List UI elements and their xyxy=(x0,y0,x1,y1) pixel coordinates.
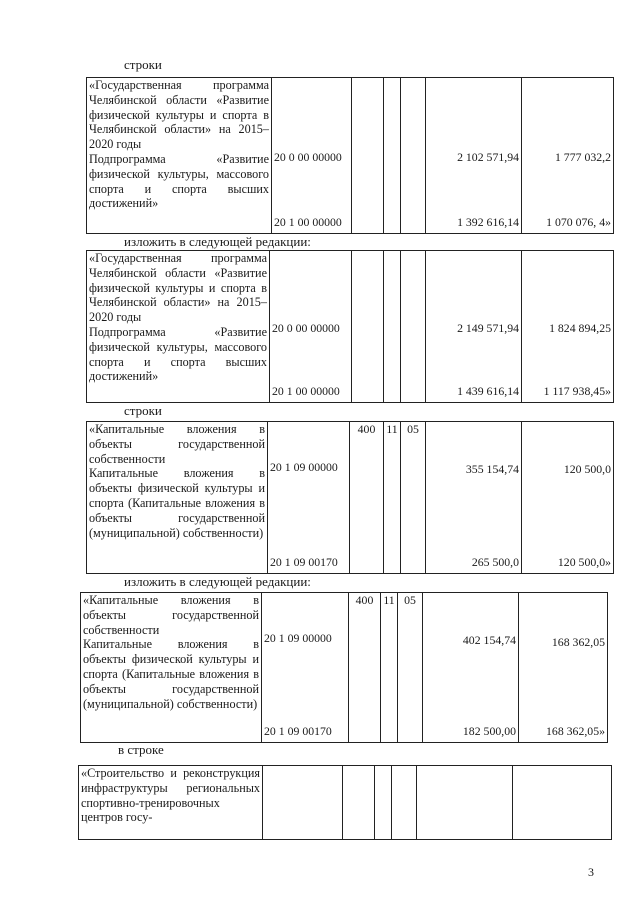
capital-investment-name: «Капитальные вложения в объекты государственной собственности xyxy=(83,593,259,637)
rz-cell xyxy=(384,251,401,403)
target-code: 20 1 00 00000 xyxy=(274,215,342,230)
budget-table-new-capital xyxy=(80,592,608,743)
pr-cell xyxy=(401,251,426,403)
amount-cell xyxy=(423,593,519,743)
row-description xyxy=(81,593,262,743)
target-code: 20 1 09 00170 xyxy=(264,724,332,739)
target-code: 20 1 09 00000 xyxy=(264,631,332,645)
target-code-cell xyxy=(268,422,350,574)
amount-cell xyxy=(522,251,614,403)
vr-cell xyxy=(352,78,384,234)
target-code-cell xyxy=(262,593,349,743)
row-description xyxy=(87,78,272,234)
target-code: 20 1 09 00170 xyxy=(270,555,338,570)
amount-value: 168 362,05 xyxy=(551,635,605,649)
pr-cell xyxy=(401,78,426,234)
capital-investment-name: «Капитальные вложения в объекты государственной собственности xyxy=(89,422,265,466)
label-stroki: строки xyxy=(124,403,162,418)
label-izlozhit: изложить в следующей редакции: xyxy=(124,234,311,249)
amount-value: 1 439 616,14 xyxy=(457,384,519,399)
subsection-code: 05 xyxy=(404,593,416,607)
vr-cell xyxy=(350,422,384,574)
label-v-stroke: в строке xyxy=(118,742,164,757)
amount-value: 120 500,0 xyxy=(563,462,611,476)
target-code: 20 1 09 00000 xyxy=(270,460,338,474)
pr-cell xyxy=(398,593,423,743)
pr-cell xyxy=(401,422,426,574)
amount-value: 265 500,0 xyxy=(471,555,519,570)
expense-type-code: 400 xyxy=(357,422,376,436)
expense-type-code: 400 xyxy=(355,593,374,607)
amount-cell xyxy=(426,78,522,234)
budget-table-old-program xyxy=(86,77,614,234)
amount-cell xyxy=(426,422,522,574)
amount-value: 2 102 571,94 xyxy=(457,150,519,164)
subprogram-name: Подпрограмма «Развитие физической культуры, массового спорта и спорта высших достижений» xyxy=(89,324,267,384)
vr-cell xyxy=(349,593,381,743)
subprogram-name: Подпрограмма «Развитие физической культуры, массового спорта и спорта высших достижений» xyxy=(89,151,269,211)
row-description xyxy=(87,251,270,403)
section-code: 11 xyxy=(383,593,395,607)
budget-table-old-capital xyxy=(86,421,614,574)
rz-cell xyxy=(384,78,401,234)
rz-cell xyxy=(381,593,398,743)
amount-value: 1 392 616,14 xyxy=(457,215,519,230)
pr-cell xyxy=(392,766,417,840)
budget-table-new-program xyxy=(86,250,614,403)
amount-cell xyxy=(513,766,612,840)
amount-cell xyxy=(519,593,608,743)
target-code: 20 0 00 00000 xyxy=(272,321,340,335)
amount-cell xyxy=(426,251,522,403)
amount-value: 1 117 938,45» xyxy=(543,384,611,399)
label-izlozhit: изложить в следующей редакции: xyxy=(124,574,311,589)
construction-name: «Строительство и реконструкция инфраструктуры региональных спортивно-тренировочных центров госу- xyxy=(81,766,260,825)
program-name: «Государственная программа Челябинской области «Развитие физической культуры и спорта в Челябинской области» на 2015–2020 годы xyxy=(89,251,267,325)
amount-cell xyxy=(522,422,614,574)
amount-value: 402 154,74 xyxy=(462,633,516,647)
rz-cell xyxy=(375,766,392,840)
vr-cell xyxy=(343,766,375,840)
amount-value: 120 500,0» xyxy=(557,555,611,570)
target-code: 20 1 00 00000 xyxy=(272,384,340,399)
rz-cell xyxy=(384,422,401,574)
page-number: 3 xyxy=(588,865,594,879)
amount-value: 2 149 571,94 xyxy=(457,321,519,335)
amount-cell xyxy=(522,78,614,234)
amount-value: 182 500,00 xyxy=(462,724,516,739)
target-code-cell xyxy=(272,78,352,234)
program-name: «Государственная программа Челябинской области «Развитие физической культуры и спорта в Челябинской области» на 2015–2020 годы xyxy=(89,78,269,152)
capital-investment-detail: Капитальные вложения в объекты физической культуры и спорта (Капитальные вложения в объекты государственной (муниципальной) собственности) xyxy=(83,637,259,711)
target-code: 20 0 00 00000 xyxy=(274,150,342,164)
capital-investment-detail: Капитальные вложения в объекты физической культуры и спорта (Капитальные вложения в объекты государственной (муниципальной) собственности) xyxy=(89,466,265,540)
amount-value: 168 362,05» xyxy=(546,724,605,739)
vr-cell xyxy=(352,251,384,403)
section-code: 11 xyxy=(386,422,398,436)
amount-value: 355 154,74 xyxy=(465,462,519,476)
amount-value: 1 824 894,25 xyxy=(549,321,611,335)
label-stroki: строки xyxy=(124,57,162,72)
subsection-code: 05 xyxy=(407,422,419,436)
amount-cell xyxy=(417,766,513,840)
amount-value: 1 070 076, 4» xyxy=(546,215,611,230)
row-description xyxy=(87,422,268,574)
row-description xyxy=(79,766,263,840)
target-code-cell xyxy=(263,766,343,840)
budget-table-construction xyxy=(78,765,612,840)
amount-value: 1 777 032,2 xyxy=(554,150,611,164)
target-code-cell xyxy=(270,251,352,403)
